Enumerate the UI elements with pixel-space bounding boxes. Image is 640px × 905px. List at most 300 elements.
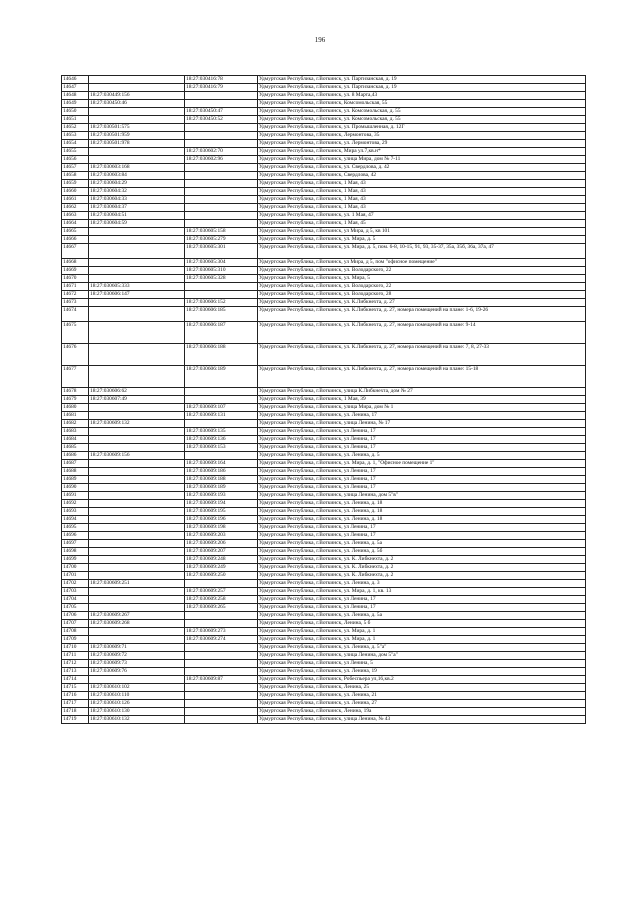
- address-cell: Удмуртская Республика, г.Воткинск, ул. Мира, д. 1, кв. 13: [258, 588, 586, 596]
- cadastral-number-cell: 18:27:030610:110: [89, 692, 185, 700]
- row-number-cell: 14694: [62, 516, 89, 524]
- address-cell: Удмуртская Республика, г.Воткинск, ул. К.Либкнехта, д. 27, номера помещений на плане: 7, 8, 27-33: [258, 344, 586, 366]
- address-cell: Удмуртская Республика, г.Воткинск, 1 Мая, 43: [258, 188, 586, 196]
- cadastral-number-2-cell: [185, 388, 258, 396]
- cadastral-number-2-cell: [185, 396, 258, 404]
- address-cell: Удмуртская Республика, г.Воткинск, ул. Ленина, д. 18: [258, 500, 586, 508]
- address-cell: Удмуртская Республика, г.Воткинск, улица К.Либкнехта, дом № 27: [258, 388, 586, 396]
- table-row: [62, 620, 586, 628]
- cadastral-number-cell: 18:27:030610:126: [89, 700, 185, 708]
- cadastral-number-2-cell: [185, 92, 258, 100]
- table-row: [62, 708, 586, 716]
- cadastral-number-2-cell: 18:27:030602:70: [185, 148, 258, 156]
- address-cell: Удмуртская Республика, г.Воткинск, ул. Партизанская, д. 19: [258, 84, 586, 92]
- table-row: [62, 366, 586, 388]
- row-number-cell: 14688: [62, 468, 89, 476]
- address-cell: Удмуртская Республика, г.Воткинск, ул. Комсомольская, д. 55: [258, 116, 586, 124]
- cadastral-number-cell: 18:27:030609:156: [89, 452, 185, 460]
- table-row: [62, 716, 586, 724]
- address-cell: Удмуртская Республика, г.Воткинск, ул Ленина, 5: [258, 660, 586, 668]
- table-row: [62, 236, 586, 244]
- cadastral-number-cell: [89, 676, 185, 684]
- cadastral-number-cell: 18:27:030605:333: [89, 283, 185, 291]
- cadastral-number-2-cell: [185, 668, 258, 676]
- cadastral-number-2-cell: 18:27:030609:207: [185, 548, 258, 556]
- cadastral-number-2-cell: [185, 420, 258, 428]
- address-cell: Удмуртская Республика, г.Воткинск, ул. Мира, д. 1: [258, 628, 586, 636]
- row-number-cell: 14703: [62, 588, 89, 596]
- cadastral-number-cell: 18:27:030604:32: [89, 188, 185, 196]
- cadastral-number-cell: 18:27:030604:33: [89, 196, 185, 204]
- table-row: [62, 564, 586, 572]
- cadastral-number-2-cell: 18:27:030609:195: [185, 508, 258, 516]
- cadastral-number-2-cell: 18:27:030609:87: [185, 676, 258, 684]
- table-row: [62, 220, 586, 228]
- address-cell: Удмуртская Республика, г.Воткинск, улица Ленина, № 17: [258, 420, 586, 428]
- cadastral-number-2-cell: 18:27:030609:248: [185, 556, 258, 564]
- table-row: [62, 322, 586, 344]
- address-cell: Удмуртская Республика, г.Воткинск, ул Ленина, 17: [258, 532, 586, 540]
- cadastral-number-2-cell: [185, 204, 258, 212]
- table-row: [62, 299, 586, 307]
- table-row: [62, 676, 586, 684]
- address-cell: Удмуртская Республика, г.Воткинск, ул. К. Либкнехта, д. 2: [258, 556, 586, 564]
- address-cell: Удмуртская Республика, г.Воткинск, ул. Мира, 5: [258, 275, 586, 283]
- table-row: [62, 452, 586, 460]
- row-number-cell: 14676: [62, 344, 89, 366]
- address-cell: Удмуртская Республика, г.Воткинск, ул Ленина, 17: [258, 468, 586, 476]
- table-row: [62, 524, 586, 532]
- table-row: [62, 444, 586, 452]
- table-row: [62, 275, 586, 283]
- cadastral-number-cell: [89, 344, 185, 366]
- cadastral-number-cell: [89, 508, 185, 516]
- address-cell: Удмуртская Республика, г.Воткинск, 1 Мая, 43: [258, 204, 586, 212]
- cadastral-number-cell: [89, 572, 185, 580]
- row-number-cell: 14684: [62, 436, 89, 444]
- address-cell: Удмуртская Республика, г.Воткинск, ул. К.Либкнехта, д. 27: [258, 299, 586, 307]
- address-cell: Удмуртская Республика, г.Воткинск, ул. Ленина, д. 5"а": [258, 644, 586, 652]
- cadastral-number-cell: 18:27:030609:267: [89, 612, 185, 620]
- table-row: [62, 492, 586, 500]
- table-row: [62, 204, 586, 212]
- cadastral-number-cell: [89, 484, 185, 492]
- cadastral-number-2-cell: 18:27:030609:193: [185, 492, 258, 500]
- address-cell: Удмуртская Республика, г.Воткинск, ул Ленина, 17: [258, 604, 586, 612]
- table-row: [62, 628, 586, 636]
- table-row: [62, 420, 586, 428]
- cadastral-number-2-cell: [185, 620, 258, 628]
- address-cell: Удмуртская Республика, г.Воткинск, 1 Мая, 45: [258, 220, 586, 228]
- cadastral-number-cell: [89, 412, 185, 420]
- cadastral-number-2-cell: [185, 452, 258, 460]
- address-cell: Удмуртская Республика, г.Воткинск, ул. Комсомольская, д. 55: [258, 108, 586, 116]
- address-cell: Удмуртская Республика, г.Воткинск, ул. Володарского, 22: [258, 283, 586, 291]
- cadastral-number-cell: [89, 76, 185, 84]
- row-number-cell: 14680: [62, 404, 89, 412]
- cadastral-number-2-cell: 18:27:030609:196: [185, 516, 258, 524]
- row-number-cell: 14687: [62, 460, 89, 468]
- row-number-cell: 14705: [62, 604, 89, 612]
- cadastral-number-cell: [89, 436, 185, 444]
- table-row: [62, 132, 586, 140]
- cadastral-number-2-cell: 18:27:030605:310: [185, 267, 258, 275]
- table-row: [62, 259, 586, 267]
- row-number-cell: 14716: [62, 692, 89, 700]
- cadastral-number-cell: 18:27:030604:29: [89, 180, 185, 188]
- cadastral-number-cell: 18:27:030450:46: [89, 100, 185, 108]
- table-row: [62, 212, 586, 220]
- address-cell: Удмуртская Республика, г.Воткинск, ул. Ленина, д. 18: [258, 516, 586, 524]
- table-row: [62, 307, 586, 322]
- row-number-cell: 14656: [62, 156, 89, 164]
- table-row: [62, 188, 586, 196]
- cadastral-number-2-cell: 18:27:030609:203: [185, 532, 258, 540]
- address-cell: Удмуртская Республика, г.Воткинск, ул. Свердлова, д. 42: [258, 164, 586, 172]
- cadastral-number-2-cell: 18:27:030450:52: [185, 116, 258, 124]
- table-row: [62, 140, 586, 148]
- address-cell: Удмуртская Республика, г.Воткинск, ул Ленина, 17: [258, 484, 586, 492]
- cadastral-number-cell: [89, 236, 185, 244]
- table-row: [62, 124, 586, 132]
- address-cell: Удмуртская Республика, г.Воткинск, ул Ленина, 17: [258, 436, 586, 444]
- cadastral-number-2-cell: [185, 684, 258, 692]
- cadastral-number-cell: [89, 460, 185, 468]
- cadastral-number-cell: [89, 596, 185, 604]
- table-row: [62, 500, 586, 508]
- cadastral-number-2-cell: 18:27:030609:265: [185, 604, 258, 612]
- cadastral-number-cell: [89, 556, 185, 564]
- row-number-cell: 14701: [62, 572, 89, 580]
- row-number-cell: 14662: [62, 204, 89, 212]
- row-number-cell: 14664: [62, 220, 89, 228]
- row-number-cell: 14673: [62, 299, 89, 307]
- address-cell: Удмуртская Республика, г.Воткинск, ул. Ленина, д. 18: [258, 508, 586, 516]
- row-number-cell: 14697: [62, 540, 89, 548]
- address-cell: Удмуртская Республика, г.Воткинск, ул. Ленина, д. 5: [258, 452, 586, 460]
- row-number-cell: 14654: [62, 140, 89, 148]
- address-cell: Удмуртская Республика, г.Воткинск, ул. Володарского, 22: [258, 267, 586, 275]
- row-number-cell: 14693: [62, 508, 89, 516]
- cadastral-number-cell: [89, 636, 185, 644]
- cadastral-number-2-cell: 18:27:030609:249: [185, 564, 258, 572]
- cadastral-number-cell: [89, 156, 185, 164]
- table-row: [62, 580, 586, 588]
- cadastral-number-cell: 18:27:030609:251: [89, 580, 185, 588]
- cadastral-number-2-cell: [185, 132, 258, 140]
- row-number-cell: 14690: [62, 484, 89, 492]
- cadastral-number-2-cell: [185, 164, 258, 172]
- row-number-cell: 14655: [62, 148, 89, 156]
- cadastral-number-2-cell: 18:27:030609:131: [185, 412, 258, 420]
- cadastral-number-2-cell: [185, 692, 258, 700]
- address-cell: Удмуртская Республика, г.Воткинск, Свердлова, 42: [258, 172, 586, 180]
- address-cell: Удмуртская Республика, г.Воткинск, ул. К.Либкнехта, д. 27, номера помещений на плане: 9-14: [258, 322, 586, 344]
- row-number-cell: 14665: [62, 228, 89, 236]
- cadastral-number-2-cell: 18:27:030605:158: [185, 228, 258, 236]
- cadastral-number-cell: [89, 444, 185, 452]
- row-number-cell: 14715: [62, 684, 89, 692]
- row-number-cell: 14672: [62, 291, 89, 299]
- table-row: [62, 652, 586, 660]
- row-number-cell: 14678: [62, 388, 89, 396]
- row-number-cell: 14658: [62, 172, 89, 180]
- address-cell: Удмуртская Республика, г.Воткинск, ул. Лермонтова, 29: [258, 140, 586, 148]
- table-row: [62, 460, 586, 468]
- cadastral-number-2-cell: [185, 283, 258, 291]
- cadastral-number-2-cell: 18:27:030609:186: [185, 468, 258, 476]
- table-row: [62, 484, 586, 492]
- cadastral-number-cell: 18:27:030609:72: [89, 652, 185, 660]
- cadastral-number-cell: [89, 299, 185, 307]
- cadastral-number-2-cell: [185, 100, 258, 108]
- table-row: [62, 532, 586, 540]
- address-cell: Удмуртская Республика, г.Воткинск, ул. К.Либкнехта, д. 27, номера помещений на плане: 15-18: [258, 366, 586, 388]
- cadastral-number-2-cell: 18:27:030606:189: [185, 366, 258, 388]
- cadastral-number-cell: [89, 548, 185, 556]
- cadastral-number-2-cell: 18:27:030450:47: [185, 108, 258, 116]
- table-row: [62, 76, 586, 84]
- table-row: [62, 660, 586, 668]
- row-number-cell: 14709: [62, 636, 89, 644]
- row-number-cell: 14696: [62, 532, 89, 540]
- cadastral-number-cell: [89, 492, 185, 500]
- cadastral-number-cell: [89, 116, 185, 124]
- table-row: [62, 668, 586, 676]
- row-number-cell: 14677: [62, 366, 89, 388]
- cadastral-number-2-cell: 18:27:030609:188: [185, 476, 258, 484]
- row-number-cell: 14666: [62, 236, 89, 244]
- table-row: [62, 108, 586, 116]
- row-number-cell: 14713: [62, 668, 89, 676]
- cadastral-number-cell: [89, 476, 185, 484]
- table-row: [62, 388, 586, 396]
- table-row: [62, 404, 586, 412]
- row-number-cell: 14659: [62, 180, 89, 188]
- cadastral-number-cell: [89, 468, 185, 476]
- cadastral-number-2-cell: 18:27:030605:328: [185, 275, 258, 283]
- table-row: [62, 476, 586, 484]
- table-row: [62, 596, 586, 604]
- cadastral-number-cell: 18:27:030609:132: [89, 420, 185, 428]
- address-cell: Удмуртская Республика, г.Воткинск, 1 Мая, 43: [258, 180, 586, 188]
- cadastral-number-2-cell: [185, 188, 258, 196]
- cadastral-number-2-cell: 18:27:030609:250: [185, 572, 258, 580]
- cadastral-number-2-cell: 18:27:030609:107: [185, 404, 258, 412]
- table-row: [62, 612, 586, 620]
- row-number-cell: 14647: [62, 84, 89, 92]
- address-cell: Удмуртская Республика, г.Воткинск, ул Ленина, 17: [258, 428, 586, 436]
- cadastral-number-cell: [89, 532, 185, 540]
- table-row: [62, 412, 586, 420]
- cadastral-number-cell: [89, 366, 185, 388]
- table-row: [62, 516, 586, 524]
- address-cell: Удмуртская Республика, г.Воткинск, ул. К.Либкнехта, д. 27, номера помещений на плане: 1-6, 19-26: [258, 307, 586, 322]
- cadastral-number-2-cell: [185, 652, 258, 660]
- cadastral-number-2-cell: 18:27:030605:304: [185, 259, 258, 267]
- cadastral-number-cell: [89, 564, 185, 572]
- cadastral-number-cell: 18:27:030501:575: [89, 124, 185, 132]
- cadastral-number-2-cell: 18:27:030609:136: [185, 436, 258, 444]
- row-number-cell: 14714: [62, 676, 89, 684]
- cadastral-number-cell: 18:27:030604:37: [89, 204, 185, 212]
- table-row: [62, 283, 586, 291]
- address-cell: Удмуртская Республика, г.Воткинск, ул. 1 Мая, 47: [258, 212, 586, 220]
- address-cell: Удмуртская Республика, г.Воткинск, Ленина, 25: [258, 684, 586, 692]
- address-cell: Удмуртская Республика, г.Воткинск, ул. Ленина, д. 5а: [258, 612, 586, 620]
- cadastral-number-cell: 18:27:030609:268: [89, 620, 185, 628]
- cadastral-number-cell: 18:27:030606:62: [89, 388, 185, 396]
- cadastral-number-cell: [89, 428, 185, 436]
- address-cell: Удмуртская Республика, г.Воткинск, улица Ленина, дом 5"а": [258, 652, 586, 660]
- cadastral-number-cell: [89, 588, 185, 596]
- row-number-cell: 14689: [62, 476, 89, 484]
- row-number-cell: 14670: [62, 275, 89, 283]
- row-number-cell: 14719: [62, 716, 89, 724]
- cadastral-number-2-cell: [185, 220, 258, 228]
- table-row: [62, 148, 586, 156]
- cadastral-number-cell: [89, 228, 185, 236]
- cadastral-number-2-cell: [185, 180, 258, 188]
- cadastral-number-cell: [89, 275, 185, 283]
- cadastral-number-2-cell: 18:27:030606:187: [185, 322, 258, 344]
- table-row: [62, 164, 586, 172]
- cadastral-number-cell: 18:27:030610:102: [89, 684, 185, 692]
- registry-table-body: [62, 76, 586, 724]
- cadastral-number-cell: [89, 628, 185, 636]
- row-number-cell: 14668: [62, 259, 89, 267]
- cadastral-number-2-cell: 18:27:030605:279: [185, 236, 258, 244]
- row-number-cell: 14648: [62, 92, 89, 100]
- address-cell: Удмуртская Республика, г.Воткинск, 1 Мая, 43: [258, 196, 586, 204]
- address-cell: Удмуртская Республика, г.Воткинск, ул Ленина, 17: [258, 524, 586, 532]
- cadastral-number-2-cell: [185, 700, 258, 708]
- cadastral-number-2-cell: 18:27:030602:96: [185, 156, 258, 164]
- table-row: [62, 228, 586, 236]
- address-cell: Удмуртская Республика, г.Воткинск, Ленина, 19а: [258, 708, 586, 716]
- cadastral-number-2-cell: 18:27:030606:188: [185, 344, 258, 366]
- row-number-cell: 14695: [62, 524, 89, 532]
- address-cell: Удмуртская Республика, г.Воткинск, улица Ленина, дом 5"в": [258, 492, 586, 500]
- row-number-cell: 14675: [62, 322, 89, 344]
- table-row: [62, 84, 586, 92]
- cadastral-number-cell: 18:27:030603:168: [89, 164, 185, 172]
- row-number-cell: 14706: [62, 612, 89, 620]
- cadastral-number-2-cell: [185, 196, 258, 204]
- address-cell: Удмуртская Республика, г.Воткинск, ул. Ленина, д. 5б: [258, 548, 586, 556]
- cadastral-number-cell: 18:27:030449:156: [89, 92, 185, 100]
- address-cell: Удмуртская Республика, г.Воткинск, ул. Ленина, д. 3: [258, 580, 586, 588]
- row-number-cell: 14661: [62, 196, 89, 204]
- cadastral-number-2-cell: [185, 580, 258, 588]
- address-cell: Удмуртская Республика, г.Воткинск, ул. Мира, д. 1: [258, 636, 586, 644]
- address-cell: Удмуртская Республика, г.Воткинск, ул Мира, д 5, пом "офисное помещение": [258, 259, 586, 267]
- table-row: [62, 644, 586, 652]
- cadastral-number-2-cell: 18:27:030606:152: [185, 299, 258, 307]
- table-row: [62, 92, 586, 100]
- row-number-cell: 14679: [62, 396, 89, 404]
- cadastral-number-2-cell: [185, 708, 258, 716]
- cadastral-number-cell: [89, 259, 185, 267]
- row-number-cell: 14704: [62, 596, 89, 604]
- cadastral-number-2-cell: 18:27:030416:79: [185, 84, 258, 92]
- cadastral-number-2-cell: [185, 660, 258, 668]
- row-number-cell: 14710: [62, 644, 89, 652]
- cadastral-number-2-cell: 18:27:030609:135: [185, 428, 258, 436]
- cadastral-number-cell: [89, 516, 185, 524]
- row-number-cell: 14653: [62, 132, 89, 140]
- table-row: [62, 100, 586, 108]
- table-row: [62, 684, 586, 692]
- table-row: [62, 556, 586, 564]
- address-cell: Удмуртская Республика, г.Воткинск, ул. Ленина, 21: [258, 692, 586, 700]
- cadastral-number-2-cell: [185, 716, 258, 724]
- registry-table: [61, 75, 586, 724]
- cadastral-number-cell: 18:27:030604:51: [89, 212, 185, 220]
- cadastral-number-cell: 18:27:030610:132: [89, 716, 185, 724]
- table-row: [62, 267, 586, 275]
- row-number-cell: 14699: [62, 556, 89, 564]
- table-row: [62, 572, 586, 580]
- row-number-cell: 14660: [62, 188, 89, 196]
- table-row: [62, 156, 586, 164]
- row-number-cell: 14681: [62, 412, 89, 420]
- cadastral-number-cell: 18:27:030603:84: [89, 172, 185, 180]
- table-row: [62, 468, 586, 476]
- row-number-cell: 14718: [62, 708, 89, 716]
- cadastral-number-2-cell: 18:27:030609:258: [185, 596, 258, 604]
- cadastral-number-2-cell: [185, 644, 258, 652]
- cadastral-number-2-cell: [185, 291, 258, 299]
- cadastral-number-2-cell: 18:27:030609:153: [185, 444, 258, 452]
- row-number-cell: 14686: [62, 452, 89, 460]
- cadastral-number-2-cell: 18:27:030609:164: [185, 460, 258, 468]
- table-row: [62, 172, 586, 180]
- cadastral-number-2-cell: 18:27:030609:198: [185, 524, 258, 532]
- row-number-cell: 14667: [62, 244, 89, 259]
- table-row: [62, 180, 586, 188]
- row-number-cell: 14692: [62, 500, 89, 508]
- address-cell: Удмуртская Республика, г.Воткинск, ул. Промышленная, д. 12Г: [258, 124, 586, 132]
- cadastral-number-cell: 18:27:030607:49: [89, 396, 185, 404]
- address-cell: Удмуртская Республика, г.Воткинск, Комсомольская, 55: [258, 100, 586, 108]
- cadastral-number-2-cell: 18:27:030606:185: [185, 307, 258, 322]
- table-row: [62, 508, 586, 516]
- row-number-cell: 14717: [62, 700, 89, 708]
- cadastral-number-2-cell: [185, 172, 258, 180]
- cadastral-number-2-cell: 18:27:030416:78: [185, 76, 258, 84]
- address-cell: Удмуртская Республика, г.Воткинск, ул Ленина, 17: [258, 444, 586, 452]
- address-cell: Удмуртская Республика, г.Воткинск, ул. К. Либкнехта, д. 2: [258, 564, 586, 572]
- cadastral-number-2-cell: 18:27:030609:194: [185, 500, 258, 508]
- row-number-cell: 14657: [62, 164, 89, 172]
- address-cell: Удмуртская Республика, г.Воткинск, ул. Ленина, д. 5а: [258, 540, 586, 548]
- cadastral-number-cell: 18:27:030609:76: [89, 668, 185, 676]
- row-number-cell: 14700: [62, 564, 89, 572]
- row-number-cell: 14646: [62, 76, 89, 84]
- cadastral-number-2-cell: [185, 140, 258, 148]
- cadastral-number-cell: [89, 84, 185, 92]
- cadastral-number-2-cell: 18:27:030609:206: [185, 540, 258, 548]
- row-number-cell: 14711: [62, 652, 89, 660]
- cadastral-number-cell: [89, 540, 185, 548]
- cadastral-number-cell: 18:27:030609:73: [89, 660, 185, 668]
- page-number: 196: [314, 36, 326, 44]
- row-number-cell: 14683: [62, 428, 89, 436]
- row-number-cell: 14685: [62, 444, 89, 452]
- cadastral-number-2-cell: 18:27:030609:274: [185, 636, 258, 644]
- address-cell: Удмуртская Республика, г.Воткинск, ул. Мира, д. 5: [258, 236, 586, 244]
